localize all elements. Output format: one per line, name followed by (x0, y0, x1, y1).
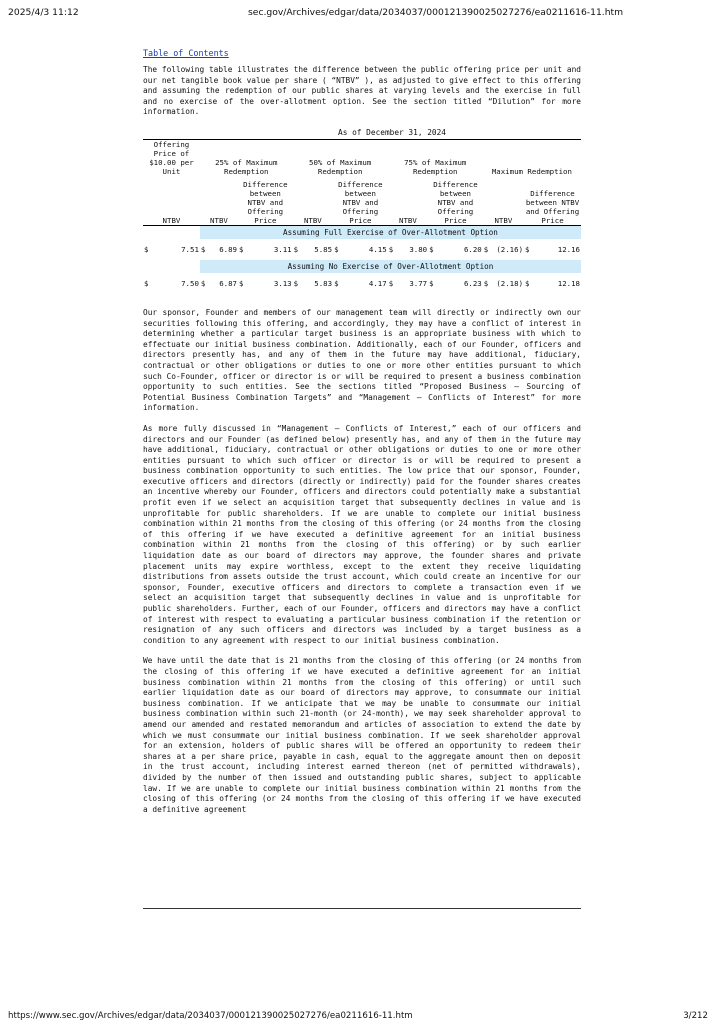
dollar-sign: $ (293, 244, 299, 254)
header-ntbv-max: NTBV (483, 176, 524, 226)
conflict-of-interest-paragraph: Our sponsor, Founder and members of our management team will directly or indirectly own our securities following this offering, and accordingly, they may have a conflict of interest in determining whether a particular target business is an appropriate business with which to effectuate our initial business combination. Additionally, each of our Founder, officers and directors presently has, and any of them in the future may have additional, fiduciary, contractual or other obligations or duties to one or more other entities pursuant to which such Co-Founder, officer or director is or will be required to present a business combination opportunity to such entities. See the sections titled “Proposed Business — Sourcing of Potential Business Combination Targets” and “Management — Conflicts of Interest” for more information. (143, 307, 581, 413)
header-offering-price: Offering Price of $10.00 per Unit (143, 139, 200, 176)
cell-none-ntbv-max: (2.18) (496, 278, 524, 288)
table-of-contents-link[interactable]: Table of Contents (143, 48, 229, 58)
management-conflicts-paragraph: As more fully discussed in “Management — Conflicts of Interest,” each of our officers and directors and our Founder (as defined below) presently has, and any of them in the future may have additional, fiduciary, contractual or other obligations or duties to one or more other entities pursuant to which such officer or director is or will be required to present a business combination opportunity to such entities. The low price that our sponsor, Founder, executive officers and directors (directly or indirectly) paid for the founder shares creates an incentive whereby our Founder, officers and directors could potentially make a substantial profit even if we select an acquisition target that subsequently declines in value and is unprofitable for public shareholders. If we are unable to complete our initial business combination within 21 months from the closing of this offering (or 24 months from the closing of this offering if we have executed a definitive agreement for an initial business combination within 21 months from the closing of this offering) or by such earlier liquidation date as our board of directors may approve, the founder shares and private placement units may expire worthless, except to the extent they receive liquidating distributions from assets outside the trust account, which could create an incentive for our sponsor, Founder, executive officers and directors to complete a transaction even if we select an acquisition target that subsequently declines in value and is unprofitable for public shareholders. Further, each of our Founder, officers and directors may have a conflict of interest with respect to evaluating a particular business combination if the retention or resignation of any such officers and directors was included by a target business as a condition to any agreement with respect to our initial business combination. (143, 423, 581, 645)
header-ntbv: NTBV (143, 176, 200, 226)
header-ntbv-25: NTBV (200, 176, 238, 226)
dollar-sign: $ (293, 278, 299, 288)
dollar-sign: $ (239, 278, 244, 288)
dollar-sign: $ (239, 244, 244, 254)
cell-full-diff-max: 12.16 (557, 244, 580, 254)
cell-full-ntbv: 7.51 (181, 244, 199, 254)
dollar-sign: $ (483, 278, 489, 288)
ntbv-dilution-table (143, 139, 581, 294)
business-combination-deadline-paragraph: We have until the date that is 21 months from the closing of this offering (or 24 months from the closing of this offering if we have executed a definitive agreement for an initial business combination within 21 months from the closing of this offering) or until such earlier liquidation date as our board of directors may approve, to consummate our initial business combination. If we anticipate that we may be unable to consummate our initial business combination within such 21-month (or 24-month), we may seek shareholder approval to amend our amended and restated memorandum and articles of association to extend the date by which we must consummate our initial business combination. If we seek shareholder approval for an extension, holders of public shares will be offered an opportunity to redeem their shares at a per share price, payable in cash, equal to the aggregate amount then on deposit in the trust account, including interest earned thereon (net of permitted withdrawals), divided by the number of then issued and outstanding public shares, subject to applicable law. If we are unable to complete our initial business combination within 21 months from the closing of this offering (or 24 months from the closing of this offering if we have executed a definitive agreement (143, 656, 581, 814)
cell-none-diff-50: 4.17 (368, 278, 387, 288)
dollar-sign: $ (144, 278, 149, 288)
dollar-sign: $ (429, 244, 434, 254)
dollar-sign: $ (525, 244, 530, 254)
cell-full-diff-50: 4.15 (368, 244, 387, 254)
cell-none-ntbv-25: 6.87 (219, 278, 238, 288)
header-group-75: 75% of Maximum Redemption (388, 139, 483, 176)
print-page-number: 3/212 (683, 1011, 708, 1021)
band-no-exercise: Assuming No Exercise of Over-Allotment Option (200, 260, 581, 273)
cell-none-ntbv-75: 3.77 (409, 278, 428, 288)
header-ntbv-50: NTBV (293, 176, 333, 226)
dollar-sign: $ (144, 244, 149, 254)
dollar-sign: $ (429, 278, 434, 288)
dollar-sign: $ (200, 278, 206, 288)
document-page (143, 41, 581, 825)
header-group-max: Maximum Redemption (483, 139, 581, 176)
dollar-sign: $ (200, 244, 206, 254)
header-diff-25: Difference between NTBV and Offering Price (238, 176, 293, 226)
cell-full-diff-75: 6.20 (463, 244, 482, 254)
dollar-sign: $ (483, 244, 489, 254)
intro-paragraph: The following table illustrates the difference between the public offering price per unit and our net tangible book value per share ( “NTBV” ), as adjusted to give effect to this offering and assuming the redemption of our public shares at varying levels and the exercise in full and no exercise of the over-allotment option. See the section titled “Dilution” for more information. (143, 65, 581, 117)
cell-none-diff-75: 6.23 (463, 278, 482, 288)
table-as-of-date: As of December 31, 2024 (338, 127, 446, 137)
dollar-sign: $ (388, 278, 394, 288)
band-full-exercise: Assuming Full Exercise of Over-Allotment Option (200, 225, 581, 239)
page-divider (143, 908, 581, 909)
header-diff-75: Difference between NTBV and Offering Price (428, 176, 483, 226)
table-row-no-exercise (143, 273, 581, 294)
print-url-footer: https://www.sec.gov/Archives/edgar/data/2034037/000121390025027276/ea0211616-11.htm (8, 1011, 413, 1021)
dollar-sign: $ (334, 244, 339, 254)
dollar-sign: $ (334, 278, 339, 288)
print-datetime: 2025/4/3 11:12 (8, 7, 79, 18)
header-diff-max: Difference between NTBV and Offering Price (524, 176, 581, 226)
dollar-sign: $ (525, 278, 530, 288)
dollar-sign: $ (388, 244, 394, 254)
header-ntbv-75: NTBV (388, 176, 428, 226)
cell-full-ntbv-50: 5.85 (314, 244, 333, 254)
header-diff-50: Difference between NTBV and Offering Price (333, 176, 388, 226)
cell-none-ntbv-50: 5.83 (314, 278, 333, 288)
header-group-25: 25% of Maximum Redemption (200, 139, 293, 176)
cell-full-ntbv-25: 6.89 (219, 244, 238, 254)
print-url-header: sec.gov/Archives/edgar/data/2034037/000121390025027276/ea0211616-11.htm (248, 7, 624, 18)
cell-full-diff-25: 3.11 (273, 244, 292, 254)
cell-full-ntbv-75: 3.80 (409, 244, 428, 254)
cell-none-diff-25: 3.13 (273, 278, 292, 288)
table-row-full-exercise (143, 239, 581, 260)
cell-full-ntbv-max: (2.16) (496, 244, 524, 254)
cell-none-diff-max: 12.18 (557, 278, 580, 288)
header-group-50: 50% of Maximum Redemption (293, 139, 388, 176)
cell-none-ntbv: 7.50 (181, 278, 199, 288)
